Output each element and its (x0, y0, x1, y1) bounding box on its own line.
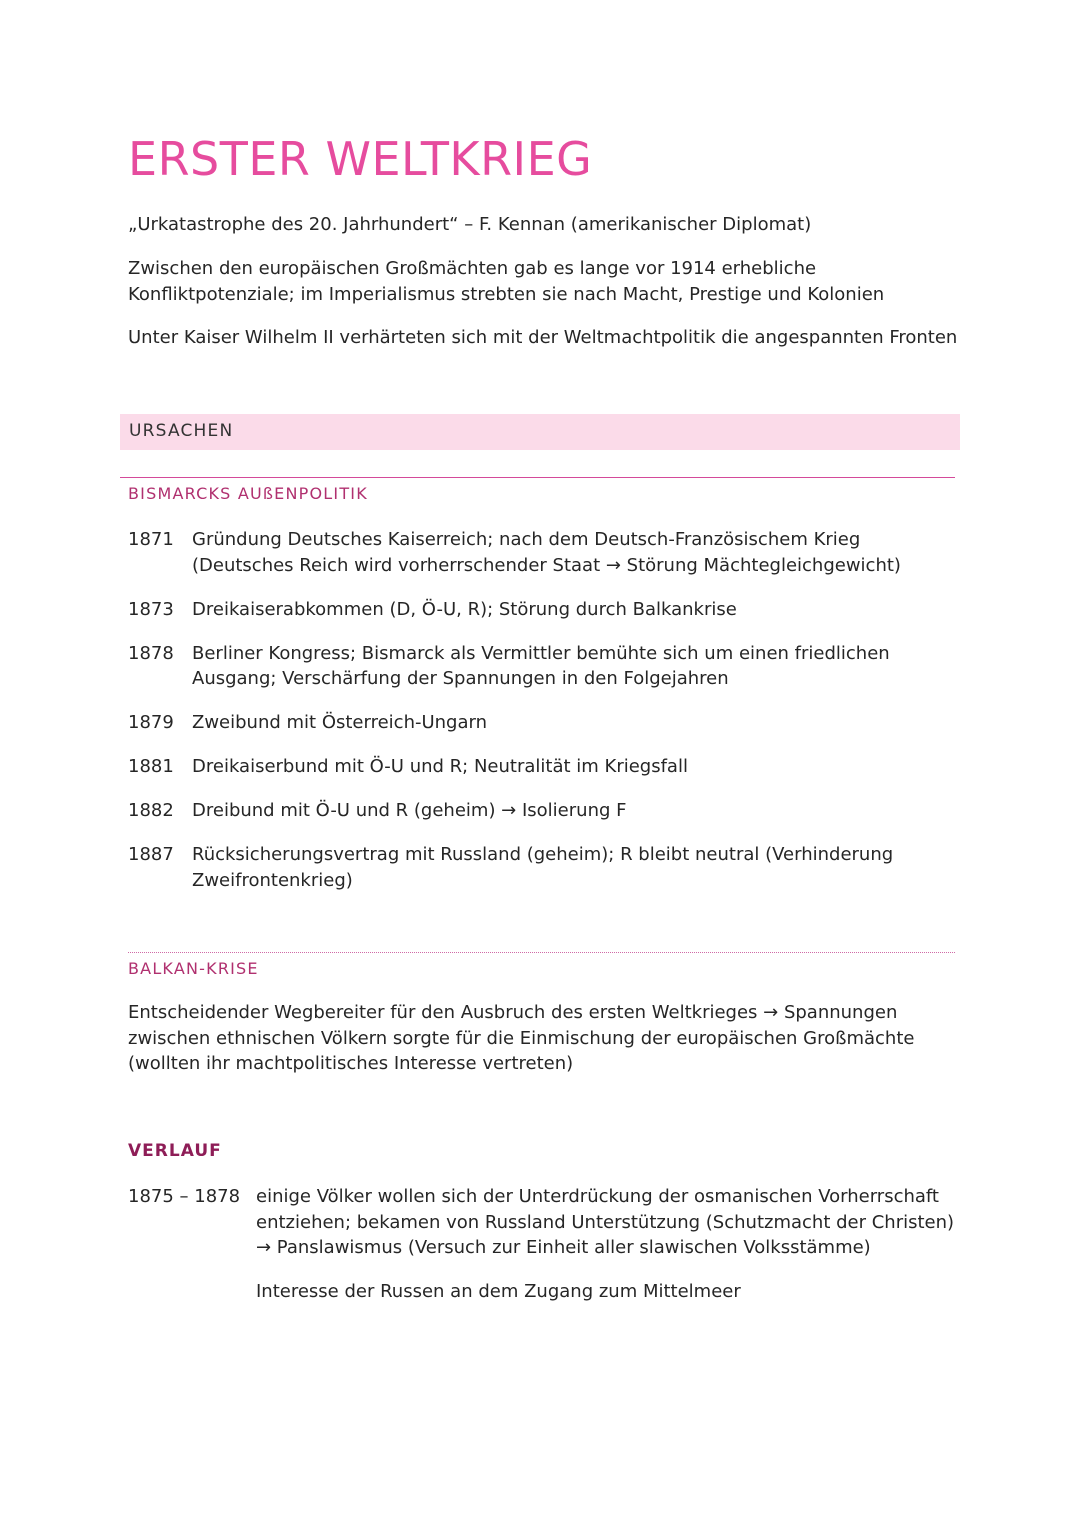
intro-paragraph-wilhelm: Unter Kaiser Wilhelm II verhärteten sich mit der Weltmachtpolitik die angespannten Fronten (128, 327, 958, 348)
page-title: ERSTER WELTKRIEG (128, 132, 593, 186)
verlauf-year: 1875 – 1878 (128, 1186, 241, 1207)
timeline-text: Berliner Kongress; Bismarck als Vermittler bemühte sich um einen friedlichen Ausgang; Verschärfung der Spannungen in den Folgejahren (192, 642, 890, 689)
timeline-text: Zweibund mit Österreich-Ungarn (192, 712, 488, 733)
divider-line (120, 477, 955, 478)
subheading-bismarck: BISMARCKS AUßENPOLITIK (128, 484, 368, 503)
timeline-year: 1871 (128, 529, 174, 550)
timeline-row (128, 527, 958, 578)
dotted-divider (128, 952, 955, 953)
intro-quote: „Urkatastrophe des 20. Jahrhundert“ – F. Kennan (amerikanischer Diplomat) (128, 214, 812, 235)
timeline-year: 1878 (128, 642, 174, 664)
timeline-text: Dreikaiserabkommen (D, Ö-U, R); Störung durch Balkankrise (192, 598, 737, 620)
timeline-text: Dreibund mit Ö-U und R (geheim) → Isolierung F (192, 800, 627, 821)
timeline-text: Rücksicherungsvertrag mit Russland (geheim); R bleibt neutral (Verhinderung Zweifrontenkrieg) (192, 844, 894, 891)
timeline-year: 1873 (128, 598, 174, 620)
timeline-row (128, 710, 958, 736)
timeline-year: 1879 (128, 712, 174, 733)
verlauf-list (128, 1184, 958, 1304)
intro-paragraph: Zwischen den europäischen Großmächten gab es lange vor 1914 erhebliche Konfliktpotenziale; im Imperialismus strebten sie nach Macht, Prestige und Kolonien (128, 258, 885, 305)
timeline-text: Dreikaiserbund mit Ö-U und R; Neutralität im Kriegsfall (192, 756, 688, 777)
timeline-year: 1881 (128, 756, 174, 777)
timeline-row (128, 842, 958, 893)
verlauf-text: einige Völker wollen sich der Unterdrückung der osmanischen Vorherrschaft entziehen; bekamen von Russland Unterstützung (Schutzmacht der Christen) → Panslawismus (Versuch zur Einheit aller slawischen Volksstämme) (256, 1186, 955, 1258)
section-header-ursachen (120, 414, 960, 450)
subheading-verlauf: VERLAUF (128, 1141, 222, 1161)
bismarck-timeline (128, 527, 958, 912)
timeline-year: 1882 (128, 800, 174, 821)
verlauf-note: Interesse der Russen an dem Zugang zum Mittelmeer (256, 1280, 741, 1302)
balkan-paragraph: Entscheidender Wegbereiter für den Ausbruch des ersten Weltkrieges → Spannungen zwischen ethnischen Völkern sorgte für die Einmischung der europäischen Großmächte (wollten ihr machtpolitisches Interesse vertreten) (128, 1002, 915, 1074)
timeline-row (128, 641, 958, 692)
timeline-row (128, 798, 958, 824)
timeline-row (128, 597, 958, 623)
verlauf-row (128, 1184, 958, 1261)
timeline-text: Gründung Deutsches Kaiserreich; nach dem Deutsch-Französischem Krieg (Deutsches Reich wird vorherrschender Staat → Störung Mächtegleichgewicht) (192, 529, 901, 576)
section-heading-ursachen: URSACHEN (129, 421, 234, 441)
subheading-balkan: BALKAN-KRISE (128, 959, 259, 978)
timeline-row (128, 754, 958, 780)
timeline-year: 1887 (128, 844, 174, 865)
